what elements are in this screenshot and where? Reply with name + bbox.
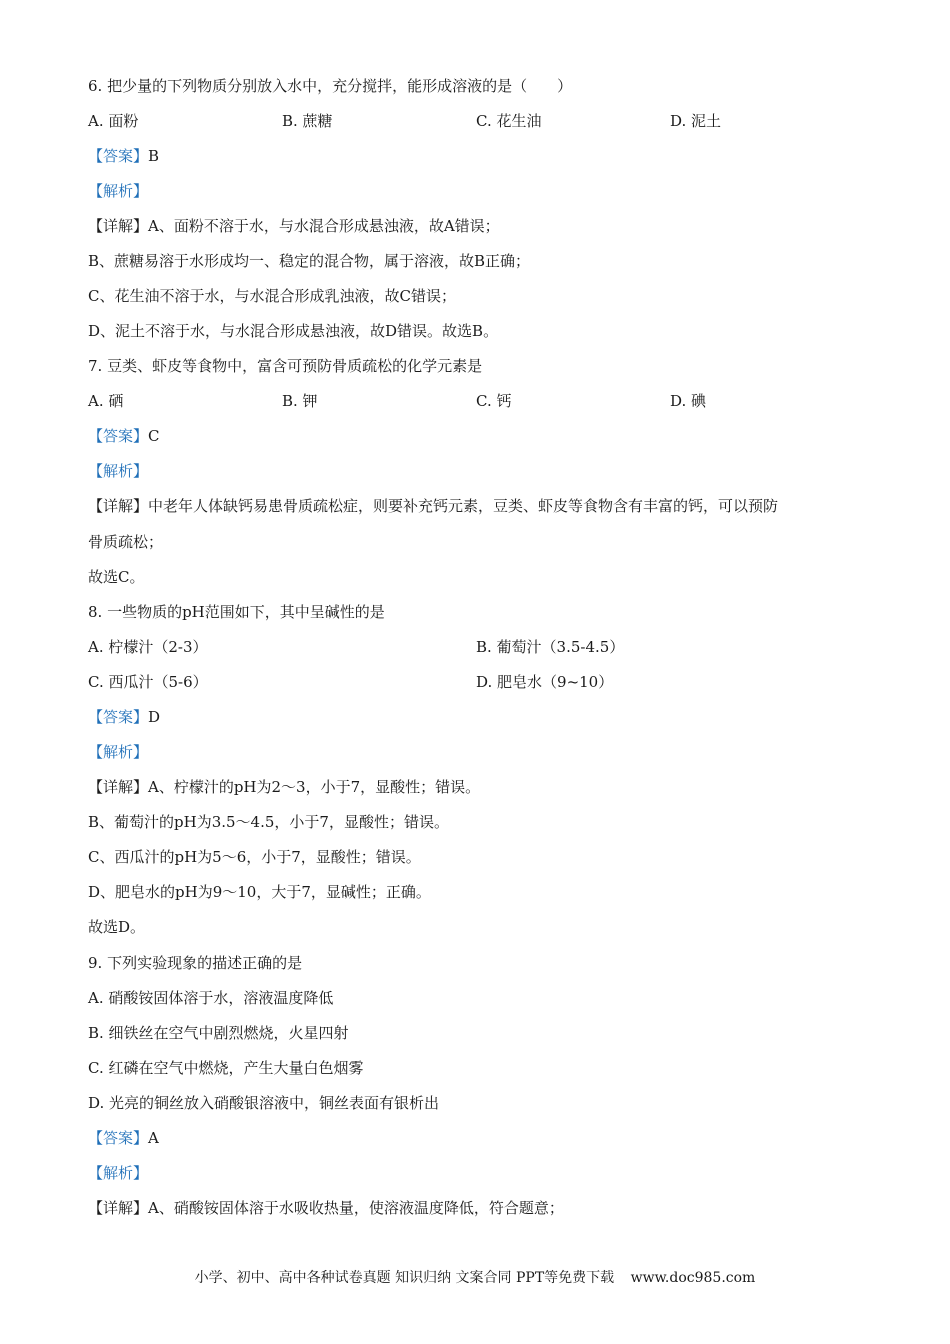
question-7-option-d: D. 碘 (670, 392, 707, 410)
question-8-detail-line: C、西瓜汁的pH为5～6，小于7，显酸性；错误。 (88, 848, 421, 866)
answer-value: B (148, 147, 160, 165)
answer-value: D (148, 708, 161, 726)
question-7-answer (88, 426, 160, 446)
question-8-detail-line: 故选D。 (88, 918, 146, 936)
question-8-option-d: D. 肥皂水（9~10） (476, 673, 614, 691)
question-9-option-b: B. 细铁丝在空气中剧烈燃烧，火星四射 (88, 1024, 349, 1042)
question-8-option-c: C. 西瓜汁（5-6） (88, 673, 208, 691)
question-8-stem: 8. 一些物质的pH范围如下，其中呈碱性的是 (88, 603, 385, 621)
question-6-stem: 6. 把少量的下列物质分别放入水中，充分搅拌，能形成溶液的是（ ） (88, 77, 573, 95)
question-8-detail-line: B、葡萄汁的pH为3.5～4.5，小于7，显酸性；错误。 (88, 813, 449, 831)
question-7-stem: 7. 豆类、虾皮等食物中，富含可预防骨质疏松的化学元素是 (88, 357, 483, 375)
question-8-detail-line: D、肥皂水的pH为9～10，大于7，显碱性；正确。 (88, 883, 431, 901)
question-6-answer (88, 146, 159, 166)
question-6-detail-line: B、蔗糖易溶于水形成均一、稳定的混合物，属于溶液，故B正确； (88, 252, 531, 270)
question-7-detail-line: 故选C。 (88, 568, 145, 586)
footer-text: 小学、初中、高中各种试卷真题 知识归纳 文案合同 PPT等免费下载 (194, 1270, 615, 1286)
question-9-detail-line: 【详解】A、硝酸铵固体溶于水吸收热量，使溶液温度降低，符合题意； (88, 1199, 564, 1217)
question-9-option-a: A. 硝酸铵固体溶于水，溶液温度降低 (88, 989, 334, 1007)
answer-value: C (148, 427, 160, 445)
question-6-detail-line: D、泥土不溶于水，与水混合形成悬浊液，故D错误。故选B。 (88, 322, 499, 340)
question-9-option-d: D. 光亮的铜丝放入硝酸银溶液中，铜丝表面有银析出 (88, 1094, 440, 1112)
question-7-detail-line: 骨质疏松； (88, 533, 164, 551)
question-8-detail-line: 【详解】A、柠檬汁的pH为2～3，小于7，显酸性；错误。 (88, 778, 481, 796)
answer-value: A (148, 1129, 159, 1147)
question-7-analysis-tag: 【解析】 (88, 462, 149, 480)
question-9-answer (88, 1128, 159, 1148)
answer-tag: 【答案】 (88, 708, 149, 726)
question-7-option-a: A. 硒 (88, 392, 124, 410)
question-8-analysis-tag: 【解析】 (88, 743, 149, 761)
question-8-option-b: B. 葡萄汁（3.5-4.5） (476, 638, 625, 656)
question-6-option-b: B. 蔗糖 (282, 112, 333, 130)
question-6-detail-line: C、花生油不溶于水，与水混合形成乳浊液，故C错误； (88, 287, 456, 305)
question-6-detail-line: 【详解】A、面粉不溶于水，与水混合形成悬浊液，故A错误； (88, 217, 500, 235)
question-7-option-b: B. 钾 (282, 392, 318, 410)
answer-tag: 【答案】 (88, 1129, 149, 1147)
question-7-option-c: C. 钙 (476, 392, 512, 410)
question-6-option-d: D. 泥土 (670, 112, 722, 130)
question-6-analysis-tag: 【解析】 (88, 182, 149, 200)
question-6-option-c: C. 花生油 (476, 112, 542, 130)
question-9-stem: 9. 下列实验现象的描述正确的是 (88, 954, 303, 972)
question-6-option-a: A. 面粉 (88, 112, 139, 130)
answer-tag: 【答案】 (88, 147, 149, 165)
question-8-answer (88, 707, 160, 727)
footer-url-link[interactable]: www.doc985.com (630, 1270, 756, 1286)
question-7-detail-line: 【详解】中老年人体缺钙易患骨质疏松症，则要补充钙元素，豆类、虾皮等食物含有丰富的钙，可以预防 (88, 497, 779, 515)
question-9-analysis-tag: 【解析】 (88, 1164, 149, 1182)
page-footer (0, 1268, 950, 1288)
question-9-option-c: C. 红磷在空气中燃烧，产生大量白色烟雾 (88, 1059, 364, 1077)
question-8-option-a: A. 柠檬汁（2-3） (88, 638, 208, 656)
answer-tag: 【答案】 (88, 427, 149, 445)
